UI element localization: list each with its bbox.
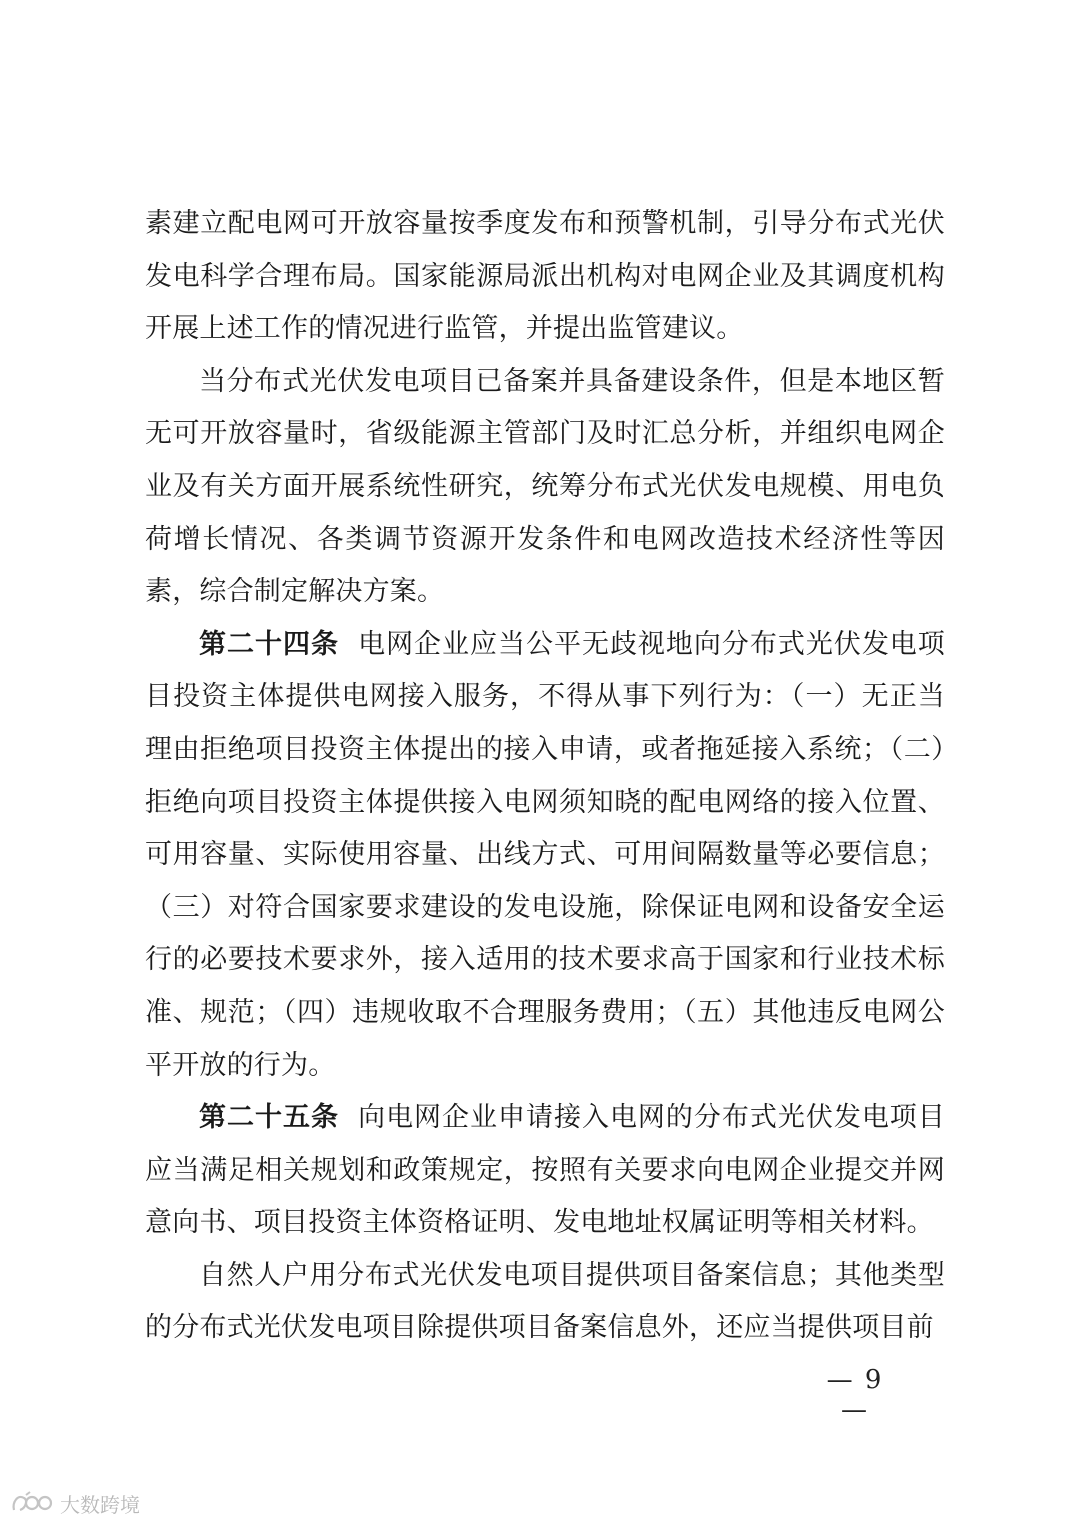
watermark-text: 大数跨境 — [60, 1492, 140, 1517]
article-title: 第二十五条 — [199, 1102, 339, 1134]
page-number: — 9 — — [826, 1365, 884, 1425]
paragraph-text: 向电网企业申请接入电网的分布式光伏发电项目应当满足相关规划和政策规定，按照有关要求向电网企业提交并网意向书、项目投资主体资格证明、发电地址权属证明等相关材料。 — [145, 1102, 945, 1239]
document-body — [145, 198, 945, 1355]
paragraph-2 — [145, 356, 945, 619]
paragraph-text: 自然人户用分布式光伏发电项目提供项目备案信息；其他类型的分布式光伏发电项目除提供项目备案信息外，还应当提供项目前 — [145, 1259, 945, 1344]
paragraph-5 — [145, 1250, 945, 1355]
paragraph-1 — [145, 198, 945, 356]
article-25 — [145, 1092, 945, 1250]
paragraph-text: 当分布式光伏发电项目已备案并具备建设条件，但是本地区暂无可开放容量时，省级能源主管部门及时汇总分析，并组织电网企业及有关方面开展系统性研究，统筹分布式光伏发电规模、用电负荷增长情况、各类调节资源开发条件和电网改造技术经济性等因素，综合制定解决方案。 — [145, 365, 945, 608]
article-title: 第二十四条 — [199, 628, 339, 660]
watermark — [10, 1488, 140, 1518]
article-24 — [145, 619, 945, 1092]
paragraph-text: 电网企业应当公平无歧视地向分布式光伏发电项目投资主体提供电网接入服务，不得从事下列行为：（一）无正当理由拒绝项目投资主体提出的接入申请，或者拖延接入系统；（二）拒绝向项目投资主体提供接入电网须知晓的配电网络的接入位置、可用容量、实际使用容量、出线方式、可用间隔数量等必要信息；（三）对符合国家要求建设的发电设施，除保证电网和设备安全运行的必要技术要求外，接入适用的技术要求高于国家和行业技术标准、规范；（四）违规收取不合理服务费用；（五）其他违反电网公平开放的行为。 — [145, 628, 945, 1081]
brand-logo-icon — [10, 1490, 54, 1516]
paragraph-text: 素建立配电网可开放容量按季度发布和预警机制，引导分布式光伏发电科学合理布局。国家能源局派出机构对电网企业及其调度机构开展上述工作的情况进行监管，并提出监管建议。 — [145, 208, 945, 345]
